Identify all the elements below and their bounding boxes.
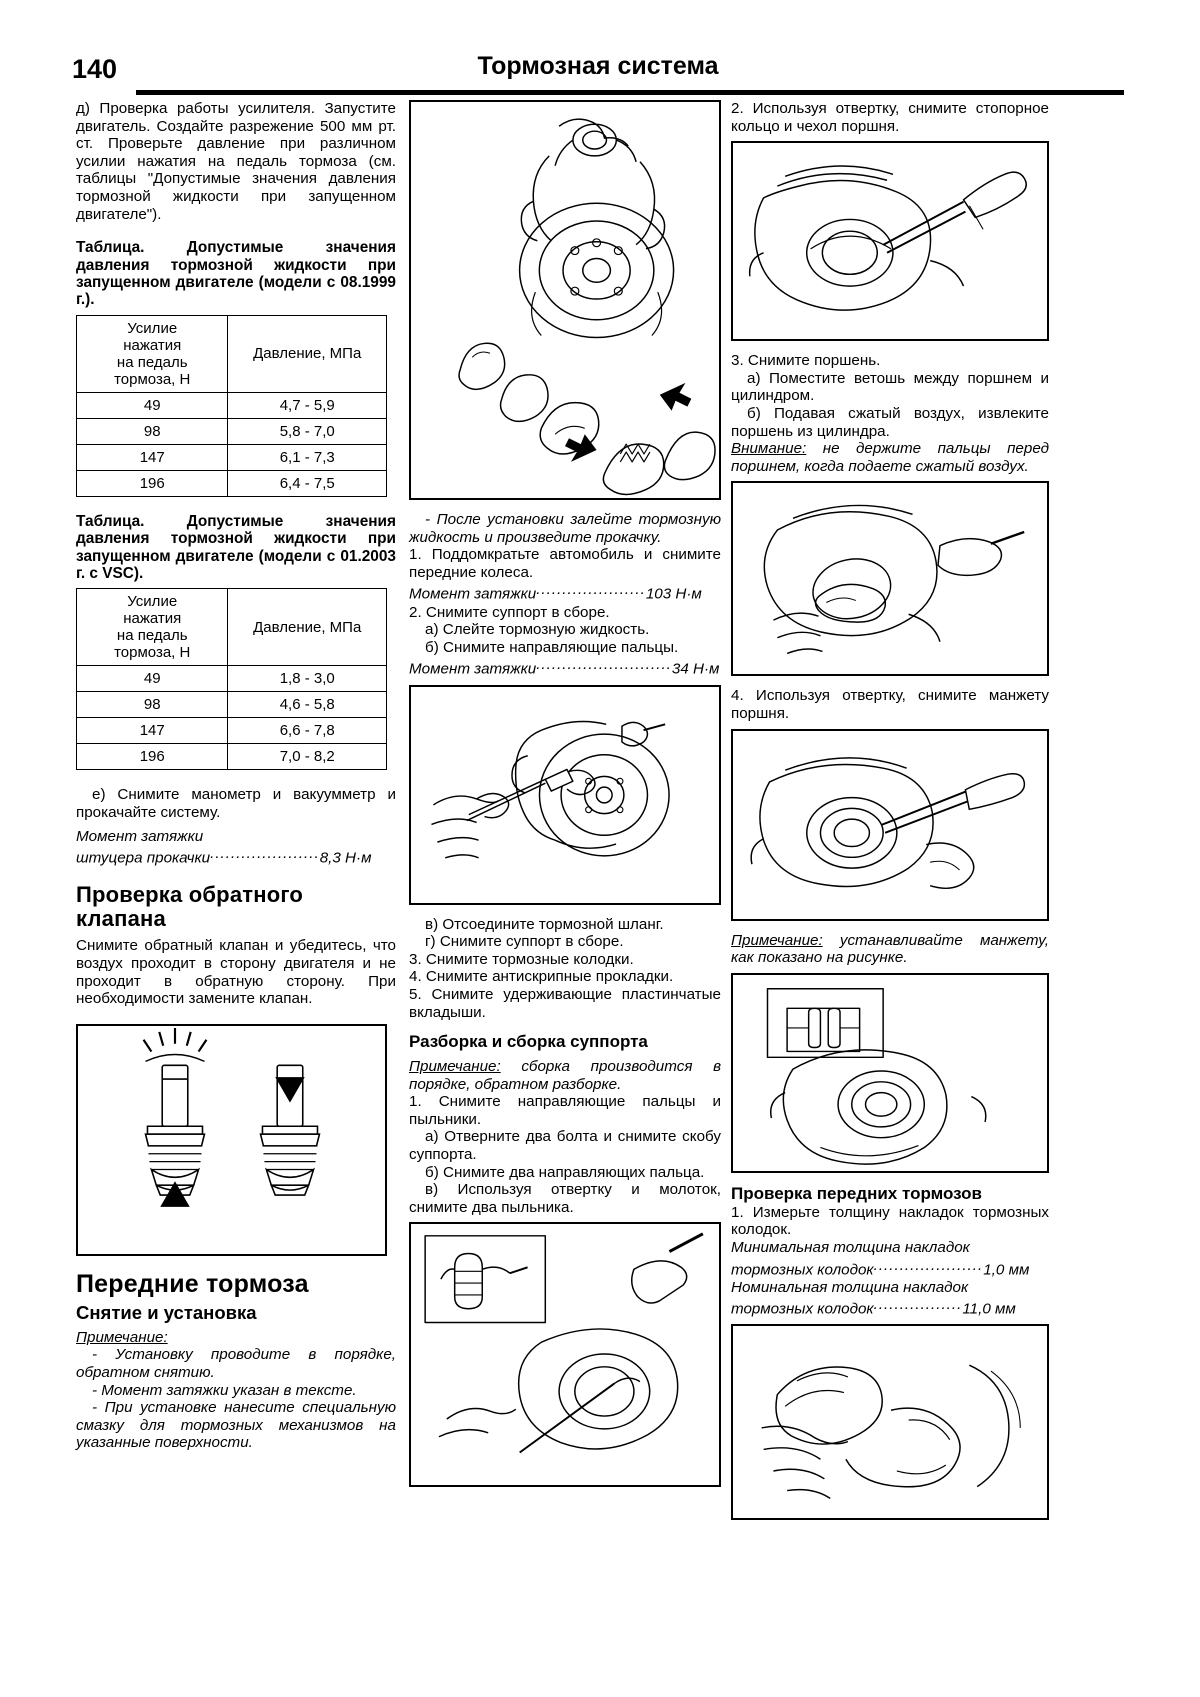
figure-disc-and-pads xyxy=(409,100,721,500)
table-pressure-1999 xyxy=(76,315,387,497)
th-force: Усилие нажатия на педаль тормоза, Н xyxy=(77,315,228,392)
cell-pressure: 6,4 - 7,5 xyxy=(228,470,387,496)
step-2-right: 2. Используя отвертку, снимите стопорное кольцо и чехол поршня. xyxy=(731,100,1049,135)
heading-removal-install: Снятие и установка xyxy=(76,1301,257,1323)
nom-thickness-label: Номинальная толщина накладок тормозных колодок xyxy=(731,1278,969,1318)
torque-value: 8,3 Н·м xyxy=(319,849,372,867)
table-row xyxy=(77,392,387,418)
th-force: Усилие нажатия на педаль тормоза, Н xyxy=(77,589,228,666)
cell-pressure: 4,7 - 5,9 xyxy=(228,392,387,418)
step-4: 4. Снимите антискрипные прокладки. xyxy=(409,968,674,986)
cell-force: 49 xyxy=(77,666,228,692)
figure-piston-seal-removal xyxy=(731,729,1049,921)
step-2g: г) Снимите суппорт в сборе. xyxy=(425,933,624,951)
header-divider xyxy=(136,90,1124,95)
cell-pressure: 7,0 - 8,2 xyxy=(228,744,387,770)
min-thickness-value: 1,0 мм xyxy=(983,1261,1030,1279)
cell-force: 98 xyxy=(77,692,228,718)
cell-pressure: 1,8 - 3,0 xyxy=(228,666,387,692)
figure-check-valve xyxy=(76,1024,387,1256)
cell-force: 147 xyxy=(77,718,228,744)
page-header xyxy=(72,52,1124,96)
page-number: 140 xyxy=(72,54,118,84)
heading-front-brake-check: Проверка передних тормозов xyxy=(731,1183,983,1203)
assembly-step-1: 1. Снимите направляющие пальцы и пыльники. xyxy=(409,1093,721,1128)
step-5: 5. Снимите удерживающие пластинчатые вкладыши. xyxy=(409,985,721,1021)
column-left xyxy=(76,100,396,1452)
torque-label: Момент затяжки xyxy=(409,660,537,678)
cell-pressure: 6,1 - 7,3 xyxy=(228,444,387,470)
th-pressure: Давление, МПа xyxy=(228,315,387,392)
cell-force: 196 xyxy=(77,744,228,770)
page-title: Тормозная система xyxy=(477,52,719,80)
assembly-step-1v: в) Используя отвертку и молоток, снимите два пыльника. xyxy=(409,1181,721,1216)
cell-force: 98 xyxy=(77,418,228,444)
torque-line xyxy=(76,845,396,867)
heading-check-valve: Проверка обратного клапана xyxy=(76,882,304,932)
figure-seal-installation xyxy=(731,973,1049,1173)
heading-front-brakes: Передние тормоза xyxy=(76,1269,309,1298)
table-row xyxy=(77,444,387,470)
table-row xyxy=(77,744,387,770)
table-row xyxy=(77,470,387,496)
cell-force: 196 xyxy=(77,470,228,496)
assembly-note-label: Примечание: xyxy=(409,1058,501,1076)
check-step-1: 1. Измерьте толщину накладок тормозных колодок. xyxy=(731,1203,1049,1239)
figure-dust-boot-install xyxy=(409,1222,721,1487)
dot-leader: ..................... xyxy=(873,1256,984,1274)
assembly-note xyxy=(409,1058,721,1093)
step-1: 1. Поддомкратьте автомобиль и снимите передние колеса. xyxy=(409,546,721,581)
table-pressure-2003-vsc xyxy=(76,588,387,770)
step-3: 3. Снимите тормозные колодки. xyxy=(409,950,634,968)
check-valve-text: Снимите обратный клапан и убедитесь, что воздух проходит в сторону двигателя и не проходит в обратную сторону. При необходимости замените клапан. xyxy=(76,937,396,1008)
step-3-right: 3. Снимите поршень. xyxy=(731,352,881,370)
figure-caliper-guide-pin xyxy=(409,685,721,905)
step-2v: в) Отсоедините тормозной шланг. xyxy=(425,915,664,933)
th-pressure: Давление, МПа xyxy=(228,589,387,666)
assembly-step-1b: б) Снимите два направляющих пальца. xyxy=(425,1163,705,1181)
torque-value: 103 Н·м xyxy=(645,585,702,603)
warning xyxy=(731,440,1049,475)
seal-note-label: Примечание: xyxy=(731,931,823,949)
paragraph-e: е) Снимите манометр и вакуумметр и прокачайте систему. xyxy=(76,786,396,821)
figure-piston-dust-boot xyxy=(731,141,1049,341)
figure-piston-removal xyxy=(731,481,1049,676)
column-right xyxy=(731,100,1049,1520)
table-row xyxy=(77,666,387,692)
paragraph-d: д) Проверка работы усилителя. Запустите двигатель. Создайте разрежение 500 мм рт. ст. Проверьте давление при различном усилии нажатия на педаль тормоза (см. таблицы "Допустимые значения давления тормозной жидкости при запущенном двигателе"). xyxy=(76,100,396,223)
cell-pressure: 6,6 - 7,8 xyxy=(228,718,387,744)
cell-pressure: 4,6 - 5,8 xyxy=(228,692,387,718)
min-thickness-label: Минимальная толщина накладок тормозных колодок xyxy=(731,1238,970,1279)
warning-text: не держите пальцы перед поршнем, когда подаете сжатый воздух. xyxy=(731,440,1049,475)
torque-line-1 xyxy=(409,581,721,603)
dot-leader: ..................... xyxy=(210,845,320,863)
assembly-note-text: сборка производится в порядке, обратном разборке. xyxy=(409,1058,721,1093)
seal-note xyxy=(731,932,1049,967)
column-middle xyxy=(409,100,721,1487)
seal-note-text: устанавливайте манжету, как показано на рисунке. xyxy=(731,931,1049,967)
note-after-install: - После установки залейте тормозную жидкость и произведите прокачку. xyxy=(409,511,721,546)
assembly-step-1a: а) Отверните два болта и снимите скобу суппорта. xyxy=(409,1128,721,1164)
warning-label: Внимание: xyxy=(731,440,807,458)
heading-caliper-assembly: Разборка и сборка суппорта xyxy=(409,1032,648,1052)
torque-label: Момент затяжки xyxy=(409,585,537,603)
torque-item: штуцера прокачки xyxy=(76,849,211,867)
step-2: 2. Снимите суппорт в сборе. xyxy=(409,603,610,621)
note-item: - Установку проводите в порядке, обратном снятию. xyxy=(76,1346,396,1381)
figure-pad-thickness xyxy=(731,1324,1049,1520)
table-row xyxy=(77,418,387,444)
torque-line-2 xyxy=(409,656,721,678)
min-thickness-line xyxy=(731,1239,1049,1279)
note-item: - Момент затяжки указан в тексте. xyxy=(92,1381,357,1399)
cell-force: 147 xyxy=(77,444,228,470)
note-item: - При установке нанесите специальную смазку для тормозных механизмов на указанные поверхности. xyxy=(76,1399,396,1452)
step-3a: а) Поместите ветошь между поршнем и цилиндром. xyxy=(731,369,1049,405)
dot-leader: .......................... xyxy=(536,656,672,674)
note-label-text: Примечание: xyxy=(76,1328,168,1346)
dot-leader: ..................... xyxy=(536,581,646,599)
nom-thickness-value: 11,0 мм xyxy=(962,1300,1016,1318)
table-row xyxy=(77,692,387,718)
torque-value: 34 Н·м xyxy=(671,660,720,678)
table1-caption: Таблица. Допустимые значения давления тормозной жидкости при запущенном двигателе (модели с 08.1999 г.). xyxy=(76,239,396,309)
step-3b: б) Подавая сжатый воздух, извлеките поршень из цилиндра. xyxy=(731,404,1049,440)
step-4-right: 4. Используя отвертку, снимите манжету поршня. xyxy=(731,687,1049,722)
torque-label: Момент затяжки xyxy=(76,827,204,845)
table2-caption: Таблица. Допустимые значения давления тормозной жидкости при запущенном двигателе (модели с 01.2003 г. с VSC). xyxy=(76,512,396,582)
note-label xyxy=(76,1329,396,1347)
step-2b: б) Снимите направляющие пальцы. xyxy=(425,638,679,656)
table-row xyxy=(77,718,387,744)
dot-leader: ................. xyxy=(873,1296,963,1314)
step-2a: а) Слейте тормозную жидкость. xyxy=(425,621,650,639)
table-header-row xyxy=(77,315,387,392)
nom-thickness-line xyxy=(731,1279,1049,1319)
table-header-row xyxy=(77,589,387,666)
cell-pressure: 5,8 - 7,0 xyxy=(228,418,387,444)
cell-force: 49 xyxy=(77,392,228,418)
